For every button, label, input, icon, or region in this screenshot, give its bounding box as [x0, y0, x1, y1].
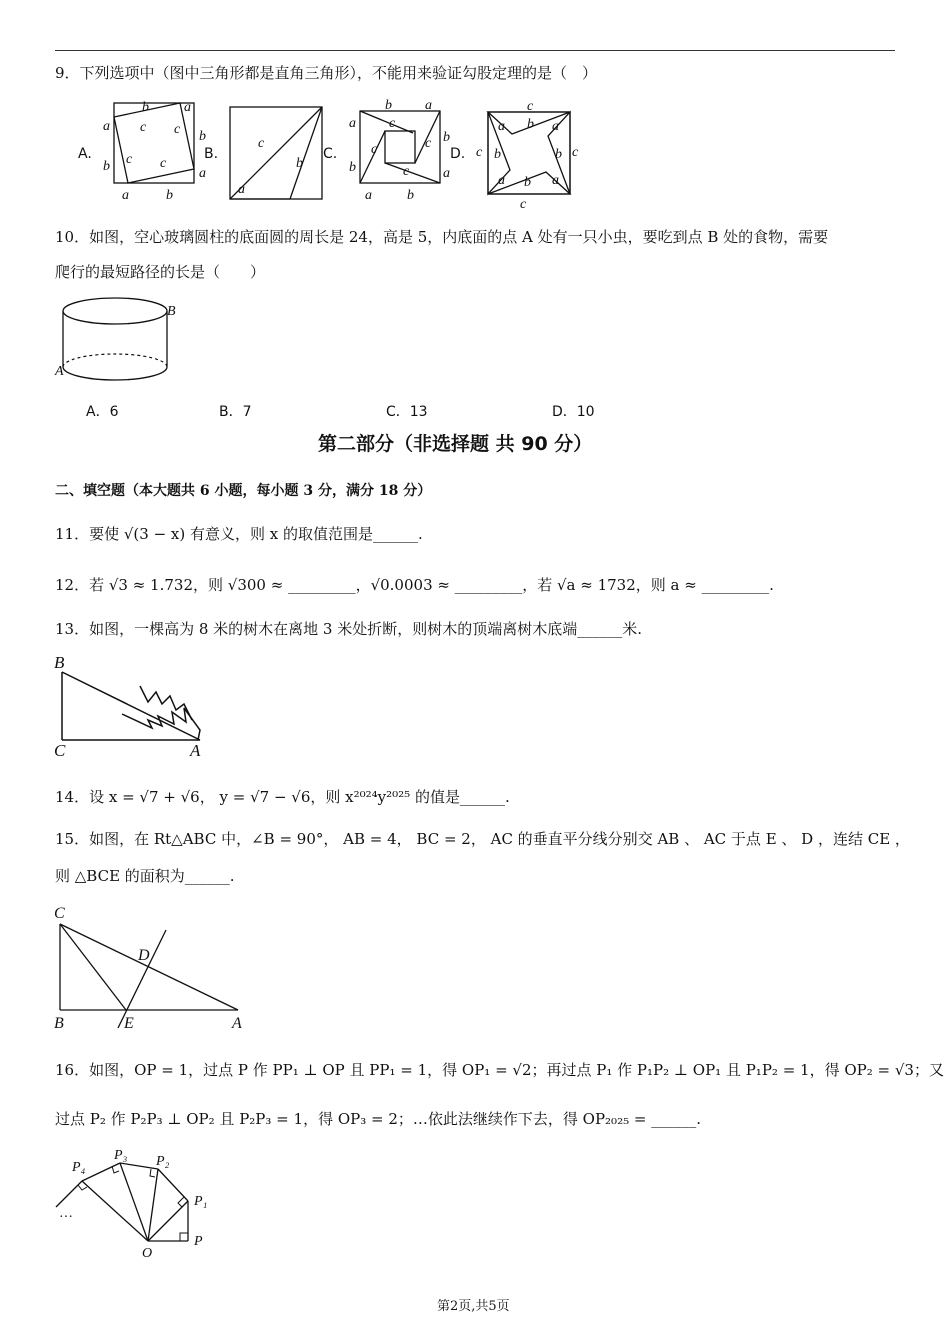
q10-cylinder-figure — [55, 295, 185, 385]
fig-d-c-top: c — [527, 99, 534, 114]
q9-option-a-label[interactable]: A. — [78, 146, 92, 162]
q13-label-a: A — [190, 741, 201, 760]
q10-option-a[interactable]: A．6 — [86, 404, 119, 420]
fig-a-a-left: a — [103, 119, 110, 134]
section2-title: 第二部分（非选择题 共 90 分） — [318, 433, 593, 455]
q15-label-d: D — [138, 947, 150, 964]
q16-label-p: P — [194, 1234, 203, 1249]
q15-triangle-figure — [52, 902, 257, 1034]
fig-a-c3: c — [126, 152, 133, 167]
q16-spiral-figure — [52, 1145, 232, 1260]
page-footer: 第2页,共5页 — [437, 1299, 510, 1314]
q10-label-a: A — [55, 364, 64, 379]
q10-label-b: B — [167, 304, 176, 319]
q16-stem-line2: 过点 P₂ 作 P₂P₃ ⊥ OP₂ 且 P₂P₃ = 1，得 OP₃ = 2；…依此法继续作下去，得 OP₂₀₂₅ = ______. — [55, 1110, 701, 1128]
q9-figure-b — [228, 105, 328, 205]
q13-tree-figure — [52, 652, 212, 760]
q10-stem-line1: 10．如图，空心玻璃圆柱的底面圆的周长是 24，高是 5，内底面的点 A 处有一只小虫，要吃到点 B 处的食物，需要 — [55, 228, 829, 246]
fig-b-b: b — [296, 156, 303, 171]
fig-b-c: c — [258, 136, 265, 151]
fig-c-b-bottom: b — [407, 188, 414, 203]
q16-label-p3: P₃ — [114, 1148, 128, 1163]
q13-label-c: C — [54, 741, 66, 760]
q10-option-b[interactable]: B．7 — [219, 404, 252, 420]
q15-label-e: E — [124, 1015, 134, 1032]
fig-d-a2: a — [552, 119, 559, 134]
fig-c-a-left: a — [349, 116, 356, 131]
fig-a-b-right: b — [199, 129, 206, 144]
fig-d-a4: a — [552, 173, 559, 188]
fig-c-c3: c — [371, 142, 378, 157]
q16-label-p1: P₁ — [194, 1194, 208, 1209]
section2-subtitle: 二、填空题（本大题共 6 小题，每小题 3 分，满分 18 分） — [55, 483, 432, 499]
q9-figure-a — [100, 95, 210, 205]
q10-option-c[interactable]: C．13 — [386, 404, 428, 420]
q9-option-b-label[interactable]: B. — [204, 146, 219, 162]
fig-d-c-left: c — [476, 145, 483, 160]
fig-d-c-right: c — [572, 145, 579, 160]
q13-text: 13．如图，一棵高为 8 米的树木在离地 3 米处折断，则树木的顶端离树木底端______米. — [55, 620, 643, 638]
top-rule — [55, 50, 895, 51]
q11-text: 11．要使 √(3 − x) 有意义，则 x 的取值范围是______. — [55, 525, 423, 543]
q16-stem-line1: 16．如图，OP = 1，过点 P 作 PP₁ ⊥ OP 且 PP₁ = 1，得 OP₁ = √2；再过点 P₁ 作 P₁P₂ ⊥ OP₁ 且 P₁P₂ = 1，得 OP₂ = √3；又 — [55, 1061, 944, 1079]
fig-d-b-right: b — [555, 147, 562, 162]
q16-label-p2: P₂ — [156, 1154, 170, 1169]
fig-b-a: a — [238, 182, 245, 197]
fig-a-a-top: a — [184, 100, 191, 115]
fig-d-c-bottom: c — [520, 197, 527, 212]
fig-a-c2: c — [174, 122, 181, 137]
q13-label-b: B — [54, 653, 65, 672]
fig-c-b-left: b — [349, 160, 356, 175]
fig-a-a-bottom: a — [122, 188, 129, 203]
fig-a-c4: c — [160, 156, 167, 171]
fig-a-c1: c — [140, 120, 147, 135]
q10-stem-line2: 爬行的最短路径的长是（ ） — [55, 263, 266, 281]
q9-stem: 9．下列选项中（图中三角形都是直角三角形），不能用来验证勾股定理的是（ ） — [55, 64, 598, 82]
q16-label-p4: P₄ — [72, 1160, 86, 1175]
fig-c-a-bottom: a — [365, 188, 372, 203]
fig-a-b-top: b — [142, 100, 149, 115]
fig-c-c1: c — [389, 116, 396, 131]
q16-ellipsis: … — [60, 1206, 73, 1221]
q9-option-c-label[interactable]: C. — [323, 146, 338, 162]
fig-d-b-left: b — [494, 147, 501, 162]
fig-a-b-bottom: b — [166, 188, 173, 203]
fig-c-a-top: a — [425, 98, 432, 113]
q15-stem-line1: 15．如图，在 Rt△ABC 中，∠B = 90°， AB = 4， BC = 2， AC 的垂直平分线分别交 AB 、 AC 于点 E 、 D ，连结 CE ， — [55, 830, 910, 848]
q15-label-b: B — [54, 1015, 64, 1032]
q9-figure-d — [472, 98, 587, 210]
q10-option-d[interactable]: D．10 — [552, 404, 595, 420]
q9-figure-c — [345, 95, 455, 205]
fig-d-b1: b — [527, 117, 534, 132]
q9-option-d-label[interactable]: D. — [450, 146, 466, 162]
fig-d-a3: a — [498, 173, 505, 188]
q14-text: 14．设 x = √7 + √6， y = √7 − √6，则 x²⁰²⁴y²⁰²⁵ 的值是______. — [55, 788, 510, 806]
fig-a-a-right: a — [199, 166, 206, 181]
q15-label-a: A — [232, 1015, 242, 1032]
fig-c-c4: c — [403, 164, 410, 179]
fig-a-b-left: b — [103, 159, 110, 174]
q12-text: 12．若 √3 ≈ 1.732，则 √300 ≈ _________，√0.0003 ≈ _________，若 √a ≈ 1732，则 a ≈ _________. — [55, 576, 774, 594]
fig-d-b2: b — [524, 175, 531, 190]
q15-stem-line2: 则 △BCE 的面积为______. — [55, 867, 235, 885]
q16-label-o: O — [142, 1246, 153, 1261]
fig-c-c2: c — [425, 136, 432, 151]
fig-c-b-right: b — [443, 130, 450, 145]
fig-c-b-top: b — [385, 98, 392, 113]
q15-label-c: C — [54, 905, 65, 922]
fig-c-a-right: a — [443, 166, 450, 181]
fig-d-a1: a — [498, 119, 505, 134]
